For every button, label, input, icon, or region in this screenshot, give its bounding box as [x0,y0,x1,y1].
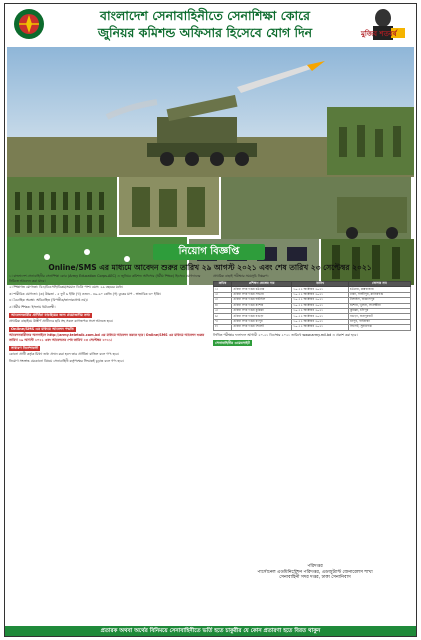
table-cell: ৪। [214,303,232,308]
table-cell: ১০-১২ অক্টোবর ২০২১ [292,298,349,303]
table-cell: এরিয়া সদর দপ্তর যশোর [232,303,292,308]
table-cell: বগুড়া, জয়পুরহাট [349,314,411,319]
table-cell: ১০-১২ অক্টোবর ২০২১ [292,308,349,313]
general-note-3: নিয়োগ সংক্রান্ত যেকোনো বিষয়ে সেনাবাহিনী কর্তৃপক্ষের সিদ্ধান্তই চূড়ান্ত বলে গণ্য হবে। [9,358,124,363]
table-cell: এরিয়া সদর দপ্তর রংপুর [232,319,292,324]
publisher-line-2: পার্সোনেল এডমিনিস্ট্রেশন পরিদপ্তর, এডজুট্যান্ট জেনারেলস শাখা [257,569,373,575]
table-header: জেলার নাম [349,281,411,287]
publisher-block [220,564,410,581]
fraud-warning-footer: প্রতারক অথবা অর্থের বিনিময়ে সেনাবাহিনীতে ভর্তি হতে চাকুরীর যে কোন প্রতারণা হতে বিরত থাকুন [5,626,416,636]
table-cell: এরিয়া সদর দপ্তর ঘাটাইল [232,298,292,303]
table-cell: ১০-১২ অক্টোবর ২০২১ [292,287,349,292]
right-column [213,274,413,347]
title-line-1: বাংলাদেশ সেনাবাহিনীতে সেনাশিক্ষা কোরে [100,8,310,23]
title-line-2: জুনিয়র কমিশন্ড অফিসার হিসেবে যোগ দিন [97,25,313,40]
table-cell: ৮। [214,325,232,330]
paragraph-2: ২। শিক্ষাগত যোগ্যতা: বিএ/বিএসসি/বিকম/সমমান ডিগ্রি পাশ। বয়স: ২৯ বছরের মধ্যে। [9,285,124,290]
table-cell: ১০-১২ অক্টোবর ২০২১ [292,314,349,319]
header [5,4,416,46]
publisher-line-3: সেনাবাহিনী সদর দপ্তর, ঢাকা সেনানিবাস [279,575,351,580]
table-row [214,325,411,330]
table-cell: ৭। [214,319,232,324]
table-cell: ১০-১২ অক্টোবর ২০২১ [292,319,349,324]
table-header: প্রশিক্ষণ কেন্দ্রের নাম [232,281,292,287]
publisher-line-1: পরিদপ্তর [307,564,323,569]
mujib-logo-text: মুজিব শতবর্ষ [361,30,397,38]
exam-schedule-table [213,281,411,331]
application-dates-heading: Online/SMS এর মাধ্যমে আবেদন শুরুর তারিখ ২৯ আগস্ট ২০২১ এবং শেষ তারিখ ২৩ সেপ্টেম্বর ২০২১ [48,263,372,272]
table-cell: টাঙ্গাইল, জামালপুর [349,298,411,303]
paragraph-3: ৩। শারীরিক যোগ্যতা: (ক) উচ্চতা - ৫ ফুট ৬ ইঞ্চি (খ) ওজন - ৪৯.৯০ কেজি (গ) বুকের মাপ - স্বাভাবিক ৩০ ইঞ্চি। [9,291,161,296]
table-header: ক্রমিক [214,281,232,287]
table-cell: এরিয়া সদর দপ্তর বগুড়া [232,314,292,319]
schedule-intro: প্রাথমিক বাছাই পরীক্ষার সময়সূচি নিম্নরূপ: [213,274,269,278]
table-cell: ৬। [214,314,232,319]
table-cell: ঢাকা, গাজীপুর, মানিকগঞ্জ [349,292,411,297]
general-note-2: কোনো প্রার্থী কর্তৃক মিথ্যা তথ্য প্রদান করা হলে তার প্রার্থিতা বাতিল বলে গণ্য হবে। [9,352,119,357]
advertisement-frame [4,3,417,637]
paragraph-5: ৫। ধর্মীয় শিক্ষক: ইসলাম ধর্মাবলম্বী। [9,304,56,309]
table-cell: ১০-১২ অক্টোবর ২০২১ [292,303,349,308]
online-application-note: আবেদনকারীদের অনলাইনে http://army.teletalk.com.bd এর মাধ্যমে আবেদন করতে হবে। Online/SMS এর মাধ্যমে আবেদন শুরুর তারিখ ২৯ আগস্ট ২০২১ এবং আবেদনের শেষ তারিখ ২৩ সেপ্টেম্বর ২০২১। [9,333,205,342]
left-column [9,274,207,365]
result-note: লিখিত পরীক্ষার ফলাফল আগামী ২০-২১ ডিসেম্বর ২০২১ তারিখে www.army.mil.bd এ প্রকাশ করা হবে। [213,332,358,337]
table-cell: ১। [214,287,232,292]
section-header-online: Online/SMS এর মাধ্যমে আবেদন পদ্ধতি [11,327,74,332]
table-cell: ১০-১২ অক্টোবর ২০২১ [292,325,349,330]
section-header-website: সেনাবাহিনীর ওয়েবসাইট [215,340,250,345]
recruitment-notice-banner: নিয়োগ বিজ্ঞপ্তি [153,244,265,260]
paragraph-4: ৪। বৈবাহিক অবস্থা: অবিবাহিত (বিপত্নীক/তালাকপ্রাপ্ত নয়)। [9,298,88,303]
paragraph-1: ১। বাংলাদেশ সেনাবাহিনীর সেনাশিক্ষা কোর (Army Education Corps-AEC) এ জুনিয়র কমিশন্ড অফিসার (ধর্মীয় শিক্ষক) হিসেবে যোগদানের নিমিত্তে আবেদন করা যাবে। [9,274,201,283]
army-emblem-icon [13,7,45,41]
table-cell: এরিয়া সদর দপ্তর কুমিল্লা [232,308,292,313]
table-cell: রংপুর, গাইবান্ধা [349,319,411,324]
table-header: তারিখ [292,281,349,287]
table-cell: যশোর, খুলনা, সাতক্ষীরা [349,303,411,308]
table-cell: এরিয়া সদর দপ্তর সাভার [232,292,292,297]
table-cell: এরিয়া সদর দপ্তর সিলেট [232,325,292,330]
table-cell: এরিয়া সদর দপ্তর চট্টগ্রাম [232,287,292,292]
section-header-general: সাধারণ নির্দেশাবলী [11,346,39,351]
section-header-eligibility: আবেদনকারীর প্রার্থিতা যাচাইয়ের জন্য প্রয়োজনীয় তথ্য [11,313,91,318]
table-cell: চট্টগ্রাম, কক্সবাজার [349,287,411,292]
table-cell: ১০-১২ অক্টোবর ২০২১ [292,292,349,297]
table-cell: ৩। [214,298,232,303]
table-cell: সিলেট, সুনামগঞ্জ [349,325,411,330]
general-note-1: প্রাথমিক বাছাইয়ে উত্তীর্ণ প্রার্থীদের ছবি সহ সকল কাগজপত্র সঙ্গে আনতে হবে। [9,319,113,324]
table-cell: কুমিল্লা, চাঁদপুর [349,308,411,313]
table-cell: ৫। [214,308,232,313]
table-cell: ২। [214,292,232,297]
